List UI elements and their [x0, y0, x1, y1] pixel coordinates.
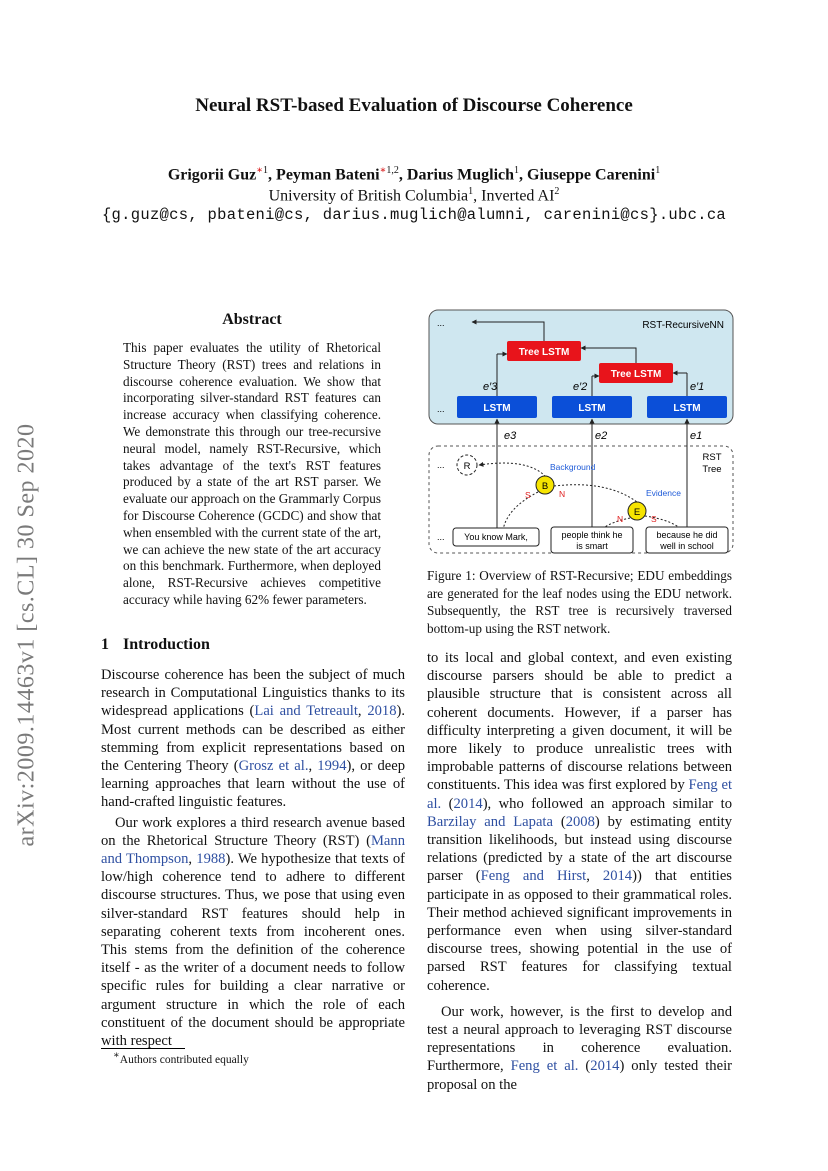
edu-embedding-label: e′2: [573, 381, 588, 393]
panel-title: RST-RecursiveNN: [642, 320, 724, 331]
node-label: E: [633, 507, 641, 518]
edu-text: is smart: [576, 541, 608, 551]
nucleus-label: N: [617, 514, 624, 524]
affiliation-mark: 1: [514, 165, 520, 176]
right-column-body: [427, 649, 732, 1094]
figure-1-diagram: [427, 308, 737, 558]
text-run: Discourse coherence has been the subject of much research in Computational Linguistics thanks to its widespread applications (: [101, 667, 405, 720]
tree-lstm-label: Tree LSTM: [518, 347, 570, 358]
affiliations: [0, 186, 828, 205]
text-run: ,: [586, 868, 603, 885]
section-heading: [101, 636, 210, 654]
figure-caption: Figure 1: Overview of RST-Recursive; EDU embeddings are generated for the leaf nodes using the EDU network. Subsequently, the RST tree is recursively traversed bottom-up using the RST network.: [427, 568, 732, 636]
citation-year-link[interactable]: 2018: [367, 703, 397, 720]
edu-embedding-label: e′1: [690, 381, 705, 393]
edu-vector-label: e1: [690, 430, 703, 442]
node-label: B: [541, 481, 549, 492]
abstract-text: This paper evaluates the utility of Rhetorical Structure Theory (RST) trees and relations in discourse coherence evaluation. We show that incorporating silver-standard RST features can increase accuracy when classifying coherence. We demonstrate this through our tree-recursive neural model, namely RST-Recursive, which takes advantage of the text's RST features produced by a state of the art RST parser. We evaluate our approach on the Grammarly Corpus for Discourse Coherence (GCDC) and show that when ensembled with the current state of the art, we can achieve the new state of the art accuracy on this benchmark. Furthermore, when deployed alone, RST-Recursive achieves competitive accuracy while having 62% fewer parameters.: [123, 340, 381, 607]
node-label: R: [463, 461, 471, 472]
text-run: ) by estimating entity transition likelihoods, but instead using discourse relations (predicted by a state of the art discourse parser (: [427, 813, 733, 885]
edu-text: You know Mark,: [464, 532, 528, 542]
author-list: [0, 165, 828, 184]
edu-text: because he did: [656, 530, 718, 540]
text-run: ,: [188, 851, 197, 868]
edu-vector-label: e2: [595, 430, 608, 442]
citation-year-link[interactable]: 2008: [565, 813, 595, 830]
paragraph: [101, 666, 405, 812]
tree-edge: [503, 492, 538, 530]
citation-link[interactable]: Barzilay and Lapata: [427, 813, 553, 830]
panel-ellipsis: ...: [437, 404, 445, 414]
paragraph: [101, 814, 405, 1051]
equal-contribution-mark: ∗: [256, 165, 264, 176]
rst-tree-label: RST: [702, 452, 722, 463]
text-run: to its local and global context, and even existing discourse parsers should be able to predict a plausible structure that is consistent across all coherent documents. However, if a parser has difficulty interpreting a given document, it will be more likely to produce unrealistic trees with improbable patterns of discourse relations between constituents. This idea was first explored by: [427, 650, 732, 794]
text-run: )) that entities participate in as opposed to their grammatical roles. Their method achieved significant improvements in performance even when using silver-standard discourse trees, showing potential in the use of parsed RST features for classifying textual coherence.: [427, 868, 732, 994]
affiliation-mark: 1: [468, 186, 474, 197]
lstm-label: LSTM: [578, 403, 606, 414]
citation-year-link[interactable]: 2014: [602, 868, 633, 885]
author-name: , Darius Muglich: [398, 166, 515, 184]
panel-ellipsis: ...: [437, 318, 445, 328]
footnote-rule: [101, 1048, 185, 1049]
tree-ellipsis: ...: [437, 460, 445, 470]
footnote-text: Authors contributed equally: [119, 1053, 249, 1066]
arxiv-sidebar-stamp: [0, 410, 57, 860]
paper-title: Neural RST-based Evaluation of Discourse Coherence: [195, 95, 633, 116]
lstm-label: LSTM: [673, 403, 701, 414]
affiliation-mark: 1: [263, 165, 269, 176]
text-run: ). We hypothesize that texts of low/high coherence tend to adhere to different discourse structures. Thus, we pose that using even silver-standard RST features should help in separating coherent texts from incoherent ones. This stems from the definition of the coherence itself - as the writer of a document needs to follow specific rules for building a clear narrative or argument structure in which the role of each constituent of the document should be appropriate with respect: [101, 851, 405, 1050]
paragraph: [427, 649, 732, 995]
tree-lstm-label: Tree LSTM: [610, 369, 662, 380]
text-run: Our work, however, is the first to develop and test a neural approach to leveraging RST discourse representations in coherence evaluation. Furthermore,: [427, 1003, 732, 1075]
citation-link[interactable]: Lai and Tetreault: [254, 703, 358, 720]
text-run: (: [578, 1058, 591, 1075]
text-run: ,: [357, 703, 368, 720]
lstm-label: LSTM: [483, 403, 511, 414]
text-run: ), or deep learning approaches that learn without the use of hand-crafted linguistic features.: [101, 758, 406, 811]
tree-edge: [479, 463, 545, 476]
author-name: , Giuseppe Carenini: [519, 166, 656, 184]
edu-text: people think he: [561, 530, 623, 540]
text-run: (: [552, 813, 566, 830]
author-name: , Peyman Bateni: [268, 166, 380, 184]
author-name: Grigorii Guz: [167, 166, 257, 184]
affiliation-name: University of British Columbia: [268, 187, 469, 205]
text-run: ) only tested their proposal on the: [427, 1058, 732, 1093]
section-number: 1: [101, 636, 109, 653]
nucleus-label: N: [559, 489, 566, 499]
affiliation-mark: 1,2: [386, 165, 399, 176]
edu-text: well in school: [660, 541, 714, 551]
text-run: ), who followed an approach similar to: [482, 795, 733, 812]
text-run: (: [441, 795, 454, 812]
citation-link[interactable]: Feng and Hirst: [480, 868, 587, 885]
affiliation-mark: 2: [554, 186, 560, 197]
section-title: Introduction: [123, 636, 210, 653]
affiliation-name: , Inverted AI: [473, 187, 555, 205]
rst-tree-label: Tree: [702, 464, 722, 475]
citation-link[interactable]: Feng et al.: [427, 777, 732, 812]
citation-year-link[interactable]: 2014: [590, 1058, 620, 1075]
footnote: [113, 1050, 249, 1066]
arxiv-id: arXiv:2009.14463v1 [cs.CL] 30 Sep 2020: [13, 423, 40, 847]
relation-label: Evidence: [646, 488, 681, 498]
citation-link[interactable]: Mann and Thompson: [101, 832, 405, 868]
text-run: ,: [308, 758, 318, 775]
paragraph: [427, 1003, 732, 1094]
abstract-heading: Abstract: [222, 311, 282, 328]
footnote-mark: ∗: [113, 1050, 120, 1061]
tree-ellipsis: ...: [437, 532, 445, 542]
satellite-label: S: [525, 490, 531, 500]
citation-year-link[interactable]: 1988: [196, 851, 226, 868]
citation-link[interactable]: Grosz et al.: [238, 758, 309, 775]
author-emails: {g.guz@cs, pbateni@cs, darius.muglich@alumni, carenini@cs}.ubc.ca: [101, 206, 727, 224]
edu-embedding-label: e′3: [483, 381, 498, 393]
citation-year-link[interactable]: 1994: [317, 758, 347, 775]
edu-vector-label: e3: [504, 430, 517, 442]
affiliation-mark: 1: [655, 165, 661, 176]
citation-year-link[interactable]: 2014: [453, 795, 483, 812]
equal-contribution-mark: ∗: [379, 165, 387, 176]
text-run: ). Most current methods can be described as either stemming from explicit representations based on the Centering Theory (: [101, 703, 406, 775]
tree-edge: [554, 485, 637, 502]
satellite-label: S: [651, 514, 657, 524]
left-column-body: [101, 666, 405, 1050]
relation-label: Background: [550, 462, 596, 472]
citation-link[interactable]: Feng et al.: [510, 1058, 579, 1075]
text-run: Our work explores a third research avenue based on the Rhetorical Structure Theory (RST) (: [101, 814, 405, 849]
